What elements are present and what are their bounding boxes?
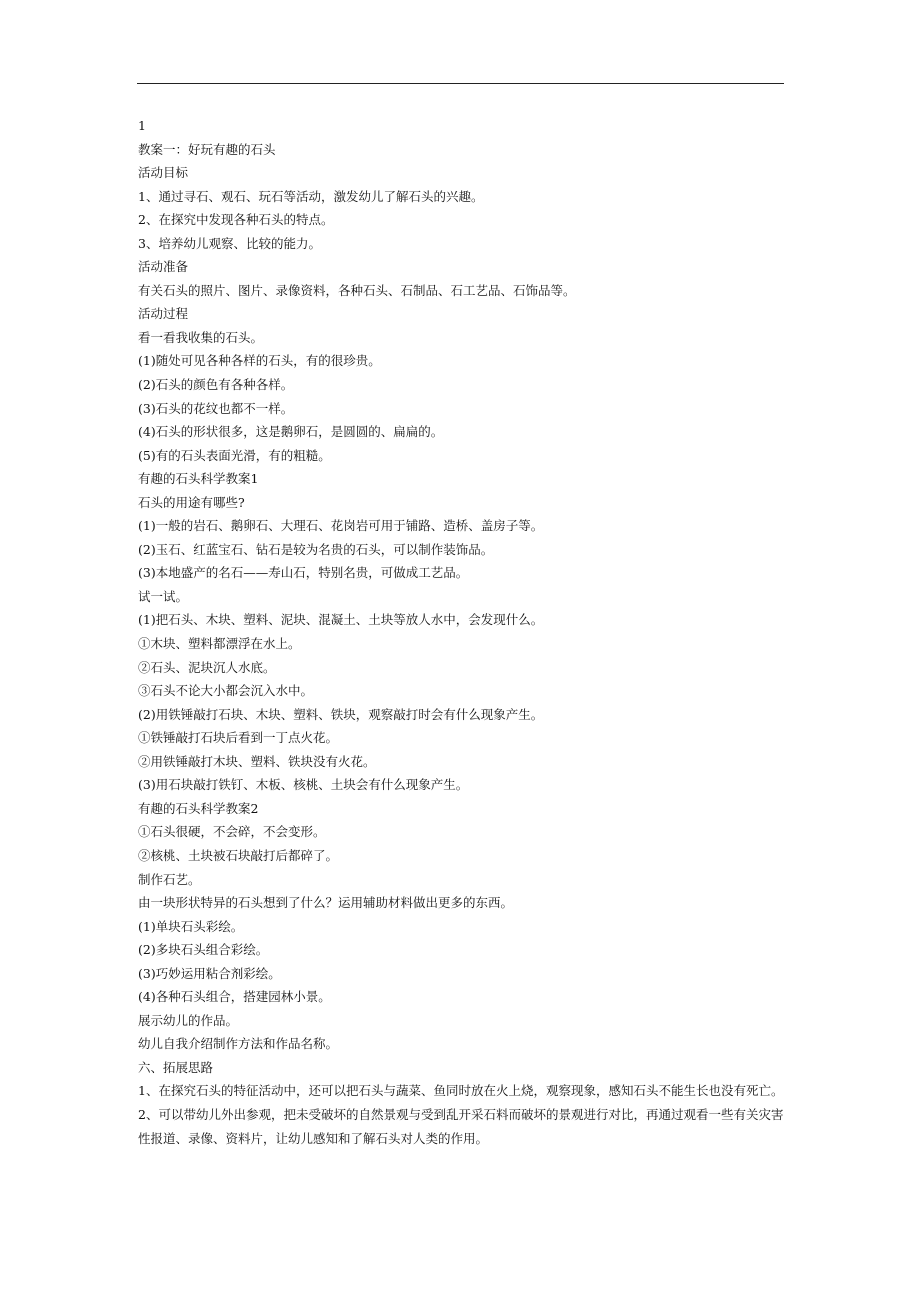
list-item: (3)本地盛产的名石——寿山石，特别名贵，可做成工艺品。 — [138, 565, 469, 581]
list-item: (3)巧妙运用粘合剂彩绘。 — [138, 965, 281, 981]
list-item: (1)随处可见各种各样的石头，有的很珍贵。 — [138, 353, 381, 369]
document-body — [138, 114, 784, 1150]
list-item: (2)用铁锤敲打石块、木块、塑料、铁块，观察敲打时会有什么现象产生。 — [138, 706, 544, 722]
list-item: (5)有的石头表面光滑，有的粗糙。 — [138, 447, 331, 463]
paragraph: 看一看我收集的石头。 — [138, 329, 264, 345]
list-item: (4)石头的形状很多，这是鹅卵石，是圆圆的、扁扁的。 — [138, 424, 444, 440]
subheading: 有趣的石头科学教案2 — [138, 800, 259, 816]
paragraph: 由一块形状特异的石头想到了什么？运用辅助材料做出更多的东西。 — [138, 895, 514, 911]
extension-item: 2、可以带幼儿外出参观，把未受破坏的自然景观与受到乱开采石料而破坏的景观进行对比，再通过观看一些有关灾害性报道、录像、资料片，让幼儿感知和了解石头对人类的作用。 — [138, 1106, 784, 1146]
section-heading-preparation: 活动准备 — [138, 259, 189, 275]
list-item: ①铁锤敲打石块后看到一丁点火花。 — [138, 730, 339, 746]
list-item: (2)玉石、红蓝宝石、钻石是较为名贵的石头，可以制作装饰品。 — [138, 541, 494, 557]
list-item: (3)用石块敲打铁钉、木板、核桃、土块会有什么现象产生。 — [138, 777, 469, 793]
goal-item: 3、培养幼儿观察、比较的能力。 — [138, 235, 321, 251]
list-item: (1)把石头、木块、塑料、泥块、混凝土、土块等放人水中，会发现什么。 — [138, 612, 544, 628]
paragraph: 试一试。 — [138, 588, 189, 604]
list-item: (3)石头的花纹也都不一样。 — [138, 400, 294, 416]
goal-item: 2、在探究中发现各种石头的特点。 — [138, 212, 334, 228]
list-item: (2)石头的颜色有各种各样。 — [138, 377, 294, 393]
section-heading-extension: 六、拓展思路 — [138, 1059, 214, 1075]
list-item: ③石头不论大小都会沉入水中。 — [138, 683, 314, 699]
goal-item: 1、通过寻石、观石、玩石等活动，激发幼儿了解石头的兴趣。 — [138, 188, 484, 204]
list-item: (4)各种石头组合，搭建园林小景。 — [138, 989, 331, 1005]
list-item: ②核桃、土块被石块敲打后都碎了。 — [138, 847, 339, 863]
list-item: (1)一般的岩石、鹅卵石、大理石、花岗岩可用于铺路、造桥、盖房子等。 — [138, 518, 544, 534]
list-item: ②用铁锤敲打木块、塑料、铁块没有火花。 — [138, 753, 376, 769]
paragraph: 制作石艺。 — [138, 871, 201, 887]
paragraph: 展示幼儿的作品。 — [138, 1012, 239, 1028]
paragraph: 石头的用途有哪些? — [138, 494, 245, 510]
header-rule — [137, 83, 784, 84]
lesson-title: 教案一：好玩有趣的石头 — [138, 141, 276, 157]
list-item: ①石头很硬，不会碎，不会变形。 — [138, 824, 326, 840]
list-item: ②石头、泥块沉人水底。 — [138, 659, 276, 675]
list-item: (2)多块石头组合彩绘。 — [138, 942, 269, 958]
page-number: 1 — [138, 118, 146, 133]
section-heading-process: 活动过程 — [138, 306, 189, 322]
list-item: (1)单块石头彩绘。 — [138, 918, 244, 934]
extension-item: 1、在探究石头的特征活动中，还可以把石头与蔬菜、鱼同时放在火上烧，观察现象，感知石头不能生长也没有死亡。 — [138, 1083, 784, 1099]
paragraph: 有关石头的照片、图片、录像资料，各种石头、石制品、石工艺品、石饰品等。 — [138, 282, 576, 298]
subheading: 有趣的石头科学教案1 — [138, 471, 259, 487]
section-heading-goals: 活动目标 — [138, 165, 189, 181]
list-item: ①木块、塑料都漂浮在水上。 — [138, 636, 301, 652]
paragraph: 幼儿自我介绍制作方法和作品名称。 — [138, 1036, 339, 1052]
